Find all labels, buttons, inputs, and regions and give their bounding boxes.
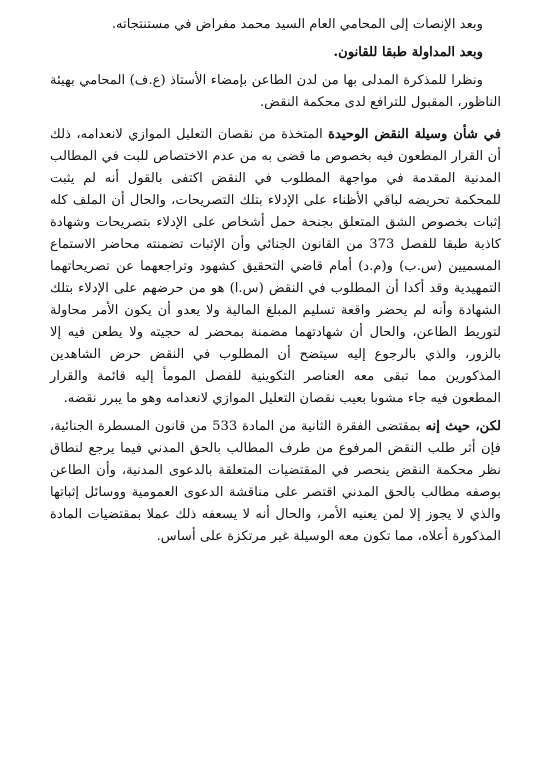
paragraph-hearing [50, 14, 501, 36]
paragraph-memorandum [50, 70, 501, 114]
paragraph-court-response [50, 416, 501, 548]
paragraph-text: بمقتضى الفقرة الثانية من المادة 533 من قانون المسطرة الجنائية، فإن أثر طلب النقض المرفوع من طرف المطالب بالحق المدني فيما يرجع لنطاق نظر محكمة النقض ينحصر في المقتضيات المتعلقة بالدعوى المدنية، وأن الطاعن بوصفه مطالب بالحق المدني اقتصر على مناقشة الدعوى العمومية ووسائل إثباتها والذي لا يجوز إلا لمن يعنيه الأمر، والحال أنه لا يسعفه ذلك عملا بمقتضيات المادة المذكورة أعلاه، مما تكون معه الوسيلة غير مرتكزة على أساس. [50, 419, 501, 544]
paragraph-text: وبعد الإنصات إلى المحامي العام السيد محمد مفراض في مستنتجاته. [111, 17, 483, 32]
paragraph-ground-of-appeal [50, 124, 501, 410]
paragraph-lead: لكن، حيث إنه [425, 419, 502, 434]
paragraph-text: ونظرا للمذكرة المدلى بها من لدن الطاعن بإمضاء الأستاذ (ع.ف) المحامي بهيئة الناظور، المقبول للترافع لدى محكمة النقض. [50, 73, 501, 110]
paragraph-heading: وبعد المداولة طبقا للقانون. [333, 45, 483, 60]
paragraph-lead: في شأن وسيلة النقض الوحيدة [328, 127, 501, 142]
document-body [50, 14, 501, 554]
paragraph-deliberation [50, 42, 501, 64]
paragraph-text: المتخذة من نقصان التعليل الموازي لانعدامه، ذلك أن القرار المطعون فيه بخصوص ما قضى به من عدم الاختصاص للبت في المطالب المدنية المقدمة في مواجهة المطلوب في النقض اكتفى بالقول أنه لم يثبت للمحكمة تحريضه لباقي الأظناء على الإدلاء بتلك التصريحات، والحال أن الملف كله إثبات بخصوص الشق المتعلق بجنحة حمل أشخاص على الإدلاء بتصريحات وشهادة كاذبة طبقا للفصل 373 من القانون الجنائي وأن الإثبات تضمنته محاضر الاستماع المسميين (س.ب) و(م.د) أمام قاضي التحقيق كشهود وتراجعهما عن تصريحاتهما التمهيدية وقد أكدا أن المطلوب في النقض (س.ا) هو من حرضهم على الإدلاء بتلك الشهادة وأنه لم يحضر واقعة تسليم المبلغ المالية ولا يعدو أن يكون الأمر محاولة لتوريط الطاعن، والحال أن شهادتهما مضمنة بمحضر له حجيته ولا يطعن فيه إلا بالزور، والذي بالرجوع إليه سيتضح أن المطلوب في النقض حرض الشاهدين المذكورين مما تبقى معه العناصر التكوينية للفصل المومأ إليه قائمة والقرار المطعون فيه جاء مشوبا بعيب نقصان التعليل الموازي لانعدامه وهو ما يبرر نقضه. [50, 127, 501, 406]
